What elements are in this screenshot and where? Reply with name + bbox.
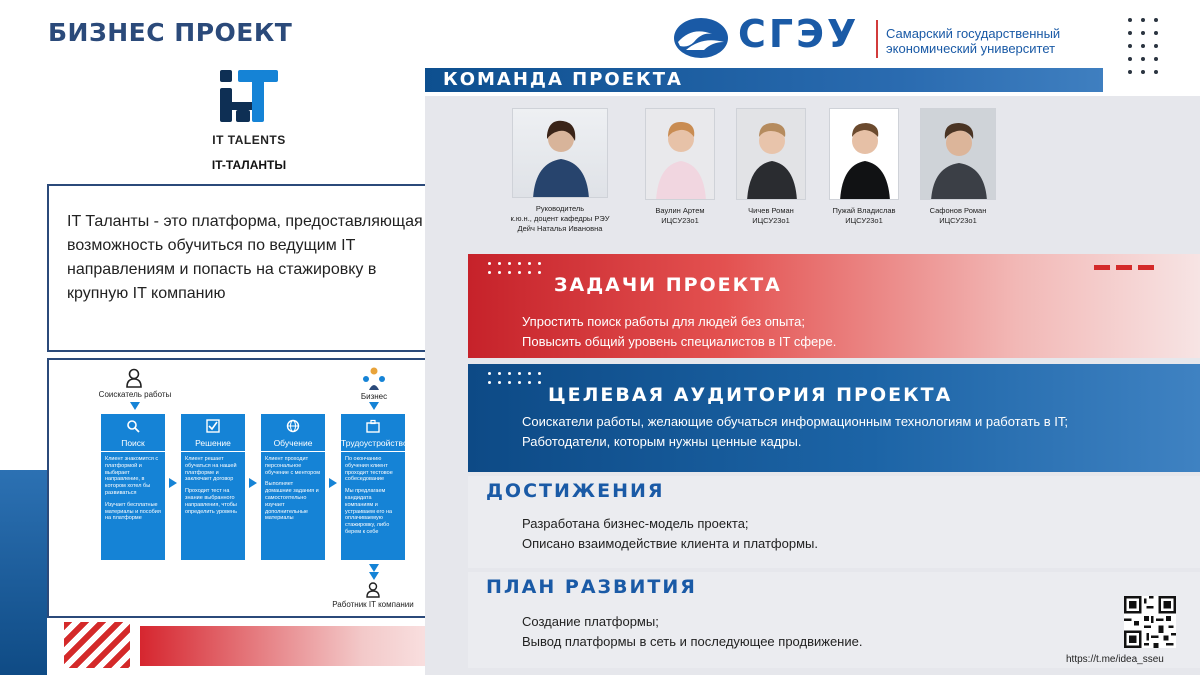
member-caption: Ваулин Артем (655, 206, 705, 215)
tasks-line: Упростить поиск работы для людей без опыта; (522, 314, 805, 329)
flow-step-learning (261, 414, 325, 560)
qr-code-icon[interactable] (1124, 596, 1176, 648)
business-label: Бизнес (360, 392, 388, 401)
university-name-line: Самарский государственный (886, 26, 1061, 41)
logo-divider (876, 20, 878, 58)
business-team-icon (361, 366, 387, 390)
team-member-card (500, 108, 620, 234)
decorative-red-dashes (1094, 265, 1154, 270)
flow-step-text: По окончанию обучения клиент проходит тестовое собеседование (345, 456, 393, 483)
member-photo (736, 108, 806, 200)
tasks-line: Повысить общий уровень специалистов в IT сфере. (522, 334, 837, 349)
member-photo (512, 108, 608, 198)
decorative-dot-grid (488, 372, 542, 384)
achievements-title: ДОСТИЖЕНИЯ (486, 480, 665, 502)
job-seeker-label: Соискатель работы (98, 390, 172, 399)
flow-step-text: Клиент проходит персональное обучение с ментором (265, 456, 321, 476)
team-member-card (898, 108, 1018, 226)
flow-step-text: Клиент знакомится с платформой и выбирает направление, в котором хотел бы развиваться (105, 456, 159, 496)
project-description-box (47, 184, 457, 352)
audience-line: Работодатели, которым нужны ценные кадры. (522, 434, 802, 449)
decorative-red-bar (140, 626, 458, 666)
page-title: БИЗНЕС ПРОЕКТ (48, 18, 293, 47)
flow-step-text: Мы предлагаем кандидата компаниям и устраиваем его на оплачиваемую стажировку, либо берем к себе (345, 488, 393, 535)
plan-body (522, 612, 862, 652)
audience-line: Соискатели работы, желающие обучаться информационным технологиям и работать в IT; (522, 414, 1069, 429)
it-worker-label: Работник IT компании (332, 600, 414, 609)
it-talents-logo-text: IT TALENTS (212, 133, 286, 147)
audience-body (522, 412, 1068, 452)
it-talents-logo-icon (218, 66, 280, 128)
university-name (886, 26, 1106, 56)
arrow-down-icon (369, 402, 379, 410)
team-header-title: КОМАНДА ПРОЕКТА (443, 69, 683, 90)
flow-step-title: Трудоустройство (341, 438, 405, 452)
arrow-right-icon (329, 478, 337, 488)
project-name: IT-ТАЛАНТЫ (211, 158, 287, 172)
flow-step-title: Решение (181, 438, 245, 452)
arrow-down-icon (130, 402, 140, 410)
flow-step-text: Проходит тест на знание выбранного направления, чтобы определить уровень (185, 488, 237, 515)
flow-step-title: Поиск (101, 438, 165, 452)
arrow-down-icon (369, 564, 379, 572)
checklist-icon (181, 414, 245, 438)
it-worker-icon (365, 582, 381, 598)
member-caption: Пужай Владислав (832, 206, 896, 215)
tasks-section (468, 254, 1200, 358)
telegram-link[interactable]: https://t.me/idea_sseu (1066, 654, 1164, 665)
tasks-title: ЗАДАЧИ ПРОЕКТА (554, 274, 782, 296)
flow-step-text: Изучает бесплатные материалы и пособия на платформе (105, 501, 161, 522)
flow-step-text: Клиент решает обучаться на нашей платформе и заключает договор (185, 456, 237, 483)
globe-icon (261, 414, 325, 438)
member-caption: Чичев Роман (748, 206, 794, 215)
plan-line: Вывод платформы в сеть и последующее продвижение. (522, 634, 863, 649)
arrow-right-icon (249, 478, 257, 488)
flow-step-title: Обучение (261, 438, 325, 452)
decorative-red-stripes (64, 622, 130, 668)
search-icon (101, 414, 165, 438)
member-caption: к.ю.н., доцент кафедры РЭУ (510, 214, 610, 223)
arrow-right-icon (169, 478, 177, 488)
flow-step-decision (181, 414, 245, 560)
university-name-line: экономический университет (886, 41, 1056, 56)
employment-icon (341, 414, 405, 438)
decorative-dot-grid (1128, 18, 1158, 74)
decorative-dot-grid (488, 262, 542, 274)
university-abbreviation: СГЭУ (738, 12, 860, 56)
achievements-line: Разработана бизнес-модель проекта; (522, 516, 749, 531)
plan-line: Создание платформы; (522, 614, 659, 629)
member-photo (920, 108, 996, 200)
arrow-down-icon (369, 572, 379, 580)
flow-step-employment (341, 414, 408, 560)
member-photo (645, 108, 715, 200)
university-logo-icon (672, 16, 730, 60)
member-caption: ИЦСУ23о1 (845, 216, 883, 225)
flow-step-search (101, 414, 165, 560)
flow-step-text: Выполняет домашние задания и самостоятельно изучает дополнительные материалы (265, 481, 319, 522)
member-caption: ИЦСУ23о1 (752, 216, 790, 225)
business-flow-diagram (47, 358, 457, 618)
member-caption: Сафонов Роман (929, 206, 987, 215)
audience-title: ЦЕЛЕВАЯ АУДИТОРИЯ ПРОЕКТА (548, 384, 953, 406)
member-photo (829, 108, 899, 200)
tasks-body (522, 312, 836, 352)
achievements-line: Описано взаимодействие клиента и платформы. (522, 536, 818, 551)
member-caption: Дейч Наталья Ивановна (517, 224, 603, 233)
audience-section (468, 364, 1200, 472)
project-description: IT Таланты - это платформа, предоставляющая возможность обучиться по ведущим IT направлениям и попасть на стажировку в крупную IT компанию (67, 213, 423, 302)
member-caption: Руководитель (535, 204, 585, 213)
member-caption: ИЦСУ23о1 (661, 216, 699, 225)
achievements-body (522, 514, 818, 554)
decorative-blue-block (0, 470, 47, 675)
plan-title: ПЛАН РАЗВИТИЯ (486, 576, 697, 598)
achievements-section (468, 476, 1200, 568)
person-icon (125, 368, 143, 388)
member-caption: ИЦСУ23о1 (939, 216, 977, 225)
